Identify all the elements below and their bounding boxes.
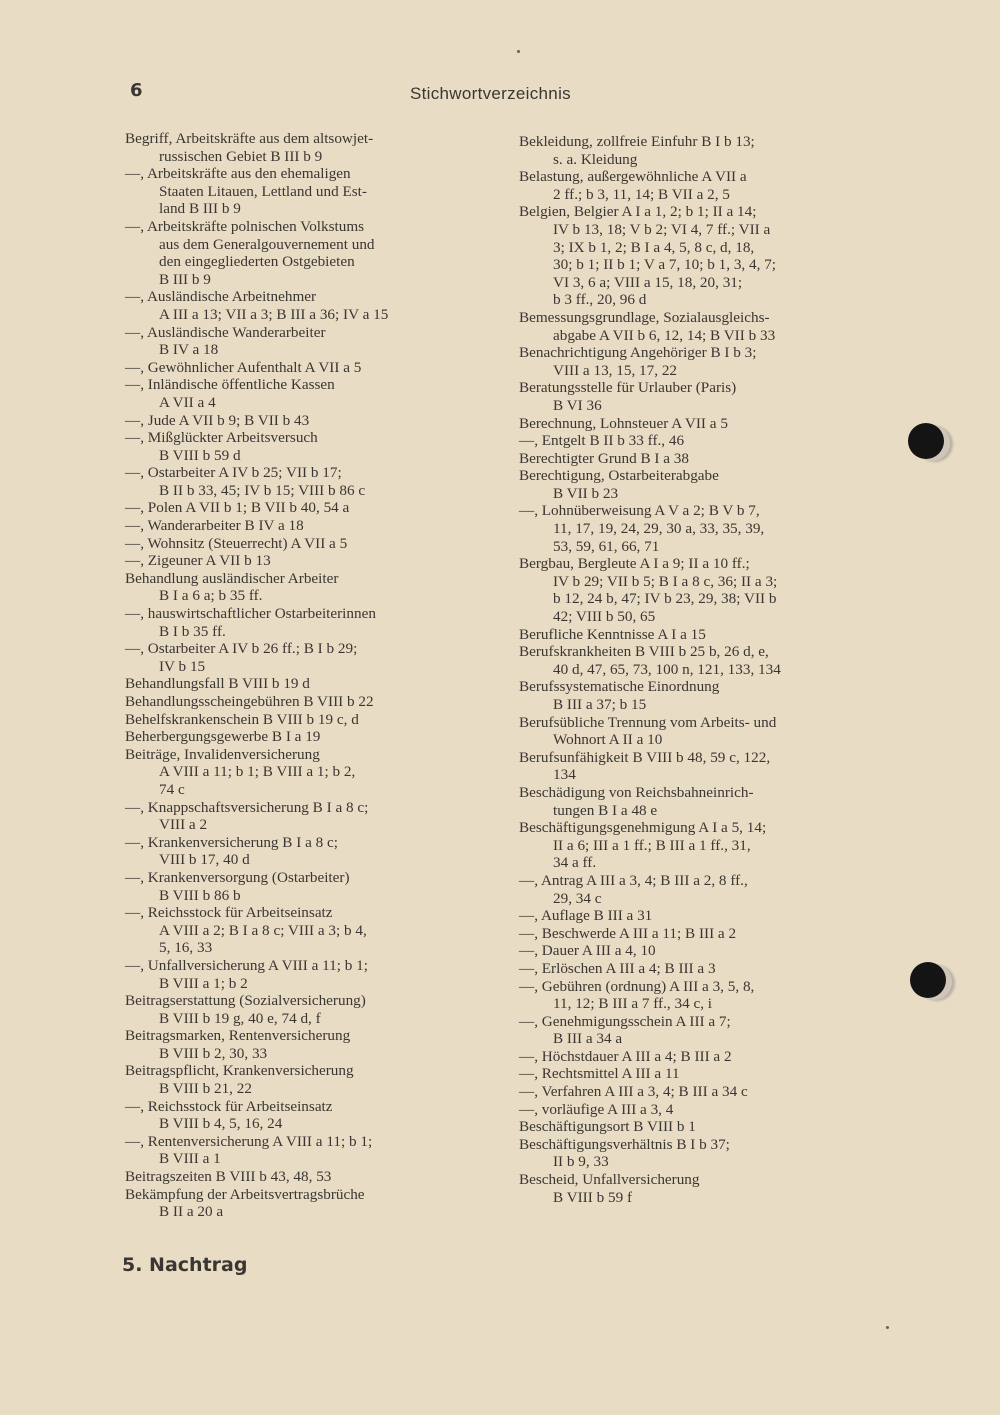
index-entry: —, Mißglückter Arbeitsversuch B VIII b 59 d — [125, 429, 318, 464]
index-entry: Behandlungsscheingebühren B VIII b 22 — [125, 693, 374, 710]
index-entry: —, Lohnüberweisung A V a 2; B V b 7, 11, 17, 19, 24, 29, 30 a, 33, 35, 39, 53, 59, 61, 66, 71 — [519, 502, 765, 555]
index-entry: —, Ausländische Wanderarbeiter B IV a 18 — [125, 323, 326, 359]
index-entry: —, Gebühren (ordnung) A III a 3, 5, 8, 11, 12; B III a 7 ff., 34 c, i — [519, 977, 755, 1013]
index-entry: Beratungsstelle für Urlauber (Paris) B VI 36 — [519, 379, 737, 414]
index-entry: Beschäftigungsort B VIII b 1 — [519, 1118, 696, 1136]
index-entry: —, Dauer A III a 4, 10 — [519, 942, 656, 960]
punch-hole-bottom — [910, 962, 946, 998]
index-entry: Begriff, Arbeitskräfte aus dem altsowjet- russischen Gebiet B III b 9 — [125, 130, 374, 165]
index-entry: Berufskrankheiten B VIII b 25 b, 26 d, e, 40 d, 47, 65, 73, 100 n, 121, 133, 134 — [519, 643, 781, 678]
index-entry: —, Polen A VII b 1; B VII b 40, 54 a — [125, 499, 350, 517]
index-entry: —, Arbeitskräfte polnischen Volkstums aus dem Generalgouvernement und den eingegliederten Ostgebieten B III b 9 — [125, 217, 375, 288]
index-entry: —, Genehmigungsschein A III a 7; B III a 34 a — [519, 1012, 731, 1048]
index-entry: Belastung, außergewöhnliche A VII a 2 ff.; b 3, 11, 14; B VII a 2, 5 — [519, 168, 747, 203]
index-entry: Bergbau, Bergleute A I a 9; II a 10 ff.; IV b 29; VII b 5; B I a 8 c, 36; II a 3; b 12, 24 b, 47; IV b 23, 29, 38; VII b 42; VIII b 50, 65 — [519, 555, 778, 626]
index-entry: —, Ostarbeiter A IV b 26 ff.; B I b 29; IV b 15 — [125, 640, 358, 675]
index-entry: Bekleidung, zollfreie Einfuhr B I b 13; s. a. Kleidung — [519, 133, 755, 168]
index-entry: Berufsübliche Trennung vom Arbeits- und Wohnort A II a 10 — [519, 713, 777, 749]
paper-speck — [886, 1326, 889, 1329]
index-entry: —, Knappschaftsversicherung B I a 8 c; VIII a 2 — [125, 798, 369, 834]
index-column-left — [125, 130, 470, 1221]
footer-label: 5. Nachtrag — [122, 1254, 248, 1276]
index-entry: —, Wohnsitz (Steuerrecht) A VII a 5 — [125, 534, 348, 552]
index-entry: Belgien, Belgier A I a 1, 2; b 1; II a 14; IV b 13, 18; V b 2; VI 4, 7 ff.; VII a 3; IX b 1, 2; B I a 4, 5, 8 c, d, 18, 30; b 1; II b 1; V a 7, 10; b 1, 3, 4, 7; VI 3, 6 a; VIII a 15, 18, 20, 31; b 3 ff., 20, 96 d — [519, 203, 777, 309]
index-entry: Berechtigung, Ostarbeiterabgabe B VII b 23 — [519, 467, 719, 502]
index-entry: Beitragsmarken, Rentenversicherung B VIII b 2, 30, 33 — [125, 1027, 351, 1062]
index-entry: —, Erlöschen A III a 4; B III a 3 — [519, 959, 716, 977]
index-entry: —, Antrag A III a 3, 4; B III a 2, 8 ff., 29, 34 c — [519, 871, 748, 907]
index-entry: —, Zigeuner A VII b 13 — [125, 552, 271, 570]
index-entry: —, Reichsstock für Arbeitseinsatz B VIII b 4, 5, 16, 24 — [125, 1097, 333, 1133]
index-entry: Beschädigung von Reichsbahneinrich- tungen B I a 48 e — [519, 783, 754, 819]
index-entry: —, Gewöhnlicher Aufenthalt A VII a 5 — [125, 358, 362, 376]
index-entry: Beitragspflicht, Krankenversicherung B VIII b 21, 22 — [125, 1062, 354, 1098]
index-entry: —, Krankenversicherung B I a 8 c; VIII b 17, 40 d — [125, 833, 338, 869]
index-entry: —, Verfahren A III a 3, 4; B III a 34 c — [519, 1083, 748, 1101]
index-entry: Berechnung, Lohnsteuer A VII a 5 — [519, 414, 728, 432]
index-entry: —, Höchstdauer A III a 4; B III a 2 — [519, 1047, 732, 1065]
page-title: Stichwortverzeichnis — [410, 84, 571, 103]
index-entry: Bekämpfung der Arbeitsvertragsbrüche B II a 20 a — [125, 1185, 365, 1221]
index-entry: Beitragszeiten B VIII b 43, 48, 53 — [125, 1168, 332, 1186]
index-entry: —, Beschwerde A III a 11; B III a 2 — [519, 924, 737, 942]
index-entry: Berufliche Kenntnisse A I a 15 — [519, 625, 706, 643]
index-entry: —, Rentenversicherung A VIII a 11; b 1; B VIII a 1 — [125, 1132, 373, 1168]
index-entry: —, Reichsstock für Arbeitseinsatz A VIII a 2; B I a 8 c; VIII a 3; b 4, 5, 16, 33 — [125, 904, 367, 957]
index-entry: Bescheid, Unfallversicherung B VIII b 59 f — [519, 1171, 700, 1206]
index-entry: —, Entgelt B II b 33 ff., 46 — [519, 432, 685, 450]
index-entry: —, Krankenversorgung (Ostarbeiter) B VIII b 86 b — [125, 868, 350, 904]
page-number: 6 — [130, 80, 143, 101]
index-entry: —, Ausländische Arbeitnehmer A III a 13; VII a 3; B III a 36; IV a 15 — [125, 288, 389, 323]
index-entry: —, vorläufige A III a 3, 4 — [519, 1100, 674, 1118]
index-entry: Behelfskrankenschein B VIII b 19 c, d — [125, 710, 359, 728]
index-entry: —, Rechtsmittel A III a 11 — [519, 1065, 680, 1083]
index-entry: Behandlungsfall B VIII b 19 d — [125, 675, 310, 693]
index-entry: Berufssystematische Einordnung B III a 37; b 15 — [519, 678, 720, 713]
index-entry: —, Jude A VII b 9; B VII b 43 — [125, 411, 310, 429]
index-entry: Beitragserstattung (Sozialversicherung) B VIII b 19 g, 40 e, 74 d, f — [125, 992, 366, 1027]
index-entry: Beiträge, Invalidenversicherung A VIII a 11; b 1; B VIII a 1; b 2, 74 c — [125, 745, 356, 798]
index-entry: Beschäftigungsgenehmigung A I a 5, 14; II a 6; III a 1 ff.; B III a 1 ff., 31, 34 a ff. — [519, 819, 767, 872]
paper-speck — [517, 50, 520, 53]
index-entry: —, Auflage B III a 31 — [519, 907, 653, 925]
index-entry: Beschäftigungsverhältnis B I b 37; II b 9, 33 — [519, 1135, 730, 1171]
index-entry: Berechtigter Grund B I a 38 — [519, 449, 689, 467]
index-entry: Beherbergungsgewerbe B I a 19 — [125, 728, 321, 746]
index-entry: Benachrichtigung Angehöriger B I b 3; VIII a 13, 15, 17, 22 — [519, 344, 757, 379]
index-entry: Bemessungsgrundlage, Sozialausgleichs- abgabe A VII b 6, 12, 14; B VII b 33 — [519, 308, 776, 344]
index-entry: —, Arbeitskräfte aus den ehemaligen Staaten Litauen, Lettland und Est- land B III b 9 — [125, 165, 367, 218]
index-entry: Berufsunfähigkeit B VIII b 48, 59 c, 122, 134 — [519, 748, 771, 784]
index-entry: —, Wanderarbeiter B IV a 18 — [125, 517, 304, 535]
index-entry: —, Ostarbeiter A IV b 25; VII b 17; B II b 33, 45; IV b 15; VIII b 86 c — [125, 464, 366, 499]
punch-hole-top — [908, 423, 944, 459]
index-entry: Behandlung ausländischer Arbeiter B I a 6 a; b 35 ff. — [125, 569, 339, 605]
index-entry: —, Inländische öffentliche Kassen A VII a 4 — [125, 376, 335, 411]
index-column-right — [519, 133, 869, 1206]
index-entry: —, hauswirtschaftlicher Ostarbeiterinnen B I b 35 ff. — [125, 605, 376, 640]
index-entry: —, Unfallversicherung A VIII a 11; b 1; B VIII a 1; b 2 — [125, 956, 368, 992]
